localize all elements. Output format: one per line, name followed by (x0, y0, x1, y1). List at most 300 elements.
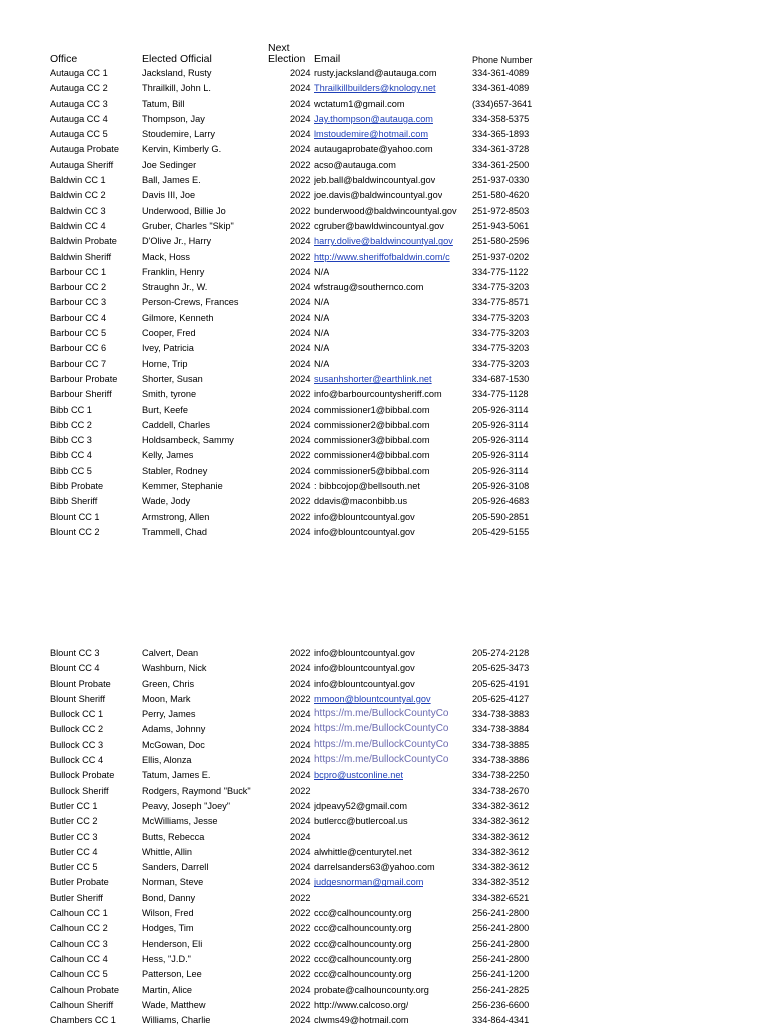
election-year-cell: 2024 (290, 435, 311, 446)
email-cell: jdpeavy52@gmail.com (314, 800, 408, 811)
official-cell: Wade, Jody (142, 496, 191, 507)
office-cell: Bibb Probate (50, 481, 104, 492)
email-cell: commissioner2@bibbal.com (314, 419, 430, 430)
table-row (0, 326, 768, 341)
table-row (0, 875, 768, 890)
official-cell: Burt, Keefe (142, 404, 188, 415)
table-row (0, 158, 768, 173)
official-cell: Moon, Mark (142, 693, 191, 704)
email-cell[interactable]: bcpro@ustconline.net (314, 770, 404, 781)
phone-cell: 334-775-1122 (472, 266, 529, 277)
election-year-cell: 2022 (290, 969, 311, 980)
email-cell[interactable]: susanhshorter@earthlink.net (314, 373, 432, 384)
office-cell: Bibb CC 4 (50, 450, 92, 461)
table-row (0, 830, 768, 845)
office-cell: Calhoun Probate (50, 984, 119, 995)
election-year-cell: 2024 (290, 709, 311, 720)
email-cell: N/A (314, 266, 330, 277)
official-cell: Stoudemire, Larry (142, 129, 216, 140)
phone-cell: 334-358-5375 (472, 113, 530, 124)
election-year-cell: 2022 (290, 190, 311, 201)
table-row (0, 433, 768, 448)
phone-cell: 334-365-1893 (472, 129, 530, 140)
email-cell: http://www.calcoso.org/ (314, 999, 409, 1010)
table-row (0, 127, 768, 142)
email-cell: N/A (314, 328, 330, 339)
office-cell: Autauga Sheriff (50, 159, 114, 170)
email-cell: ccc@calhouncounty.org (314, 908, 412, 919)
table-row (0, 799, 768, 814)
office-cell: Bullock Probate (50, 770, 115, 781)
phone-cell: 205-274-2128 (472, 648, 530, 658)
table-row (0, 494, 768, 509)
office-cell: Bullock CC 3 (50, 739, 104, 750)
phone-cell: 334-738-3884 (472, 724, 530, 735)
election-year-cell: 2022 (290, 205, 311, 216)
election-year-cell: 2024 (290, 526, 311, 537)
office-cell: Blount CC 2 (50, 526, 100, 537)
office-cell: Autauga CC 5 (50, 129, 108, 140)
office-cell: Baldwin Probate (50, 236, 117, 247)
office-cell: Barbour CC 6 (50, 343, 107, 354)
phone-cell: 205-926-3108 (472, 481, 530, 492)
election-year-cell: 2022 (290, 648, 311, 658)
email-cell: wctatum1@gmail.com (314, 98, 405, 109)
officials-table-top (0, 66, 768, 540)
phone-cell: 334-775-3203 (472, 312, 530, 323)
table-row (0, 112, 768, 127)
official-cell: McWilliams, Jesse (142, 816, 218, 827)
office-cell: Butler CC 3 (50, 831, 98, 842)
phone-cell: 256-241-2800 (472, 908, 530, 919)
email-cell[interactable]: mmoon@blountcountyal.gov (314, 693, 431, 704)
election-year-cell: 2024 (290, 739, 311, 750)
phone-cell: 334-738-2250 (472, 770, 530, 781)
official-cell: Wilson, Fred (142, 908, 194, 919)
table-row (0, 418, 768, 433)
table-row (0, 768, 768, 783)
table-row (0, 357, 768, 372)
table-row (0, 814, 768, 829)
email-cell: butlercc@butlercoal.us (314, 816, 408, 827)
table-row (0, 1013, 768, 1028)
election-year-cell: 2022 (290, 450, 311, 461)
email-cell[interactable]: Jay.thompson@autauga.com (314, 113, 433, 124)
office-cell: Bullock CC 2 (50, 724, 104, 735)
office-cell: Barbour Probate (50, 373, 118, 384)
official-cell: Horne, Trip (142, 358, 188, 369)
election-year-cell: 2022 (290, 251, 311, 262)
official-cell: Holdsambeck, Sammy (142, 435, 234, 446)
phone-cell: 256-241-2825 (472, 984, 530, 995)
email-cell: info@blountcountyal.gov (314, 648, 415, 658)
official-cell: Kelly, James (142, 450, 194, 461)
phone-cell: 205-926-3114 (472, 465, 529, 476)
phone-cell: 251-580-2596 (472, 236, 530, 247)
official-cell: Sanders, Darrell (142, 862, 209, 873)
email-cell: autaugaprobate@yahoo.com (314, 144, 433, 155)
official-cell: Peavy, Joseph "Joey" (142, 800, 231, 811)
election-year-cell: 2024 (290, 862, 311, 873)
table-row (0, 448, 768, 463)
official-cell: Caddell, Charles (142, 419, 210, 430)
table-row (0, 311, 768, 326)
phone-cell: 251-937-0330 (472, 175, 530, 186)
election-year-cell: 2022 (290, 511, 311, 522)
official-cell: Washburn, Nick (142, 663, 207, 674)
email-cell: : bibbcojop@bellsouth.net (314, 481, 420, 492)
table-row (0, 646, 768, 661)
phone-cell: 334-775-8571 (472, 297, 530, 308)
official-cell: Tatum, James E. (142, 770, 211, 781)
phone-cell: 256-241-1200 (472, 969, 530, 980)
phone-cell: 334-738-3886 (472, 755, 530, 766)
email-cell[interactable]: http://www.sheriffofbaldwin.com/c (314, 251, 450, 262)
election-year-cell: 2024 (290, 312, 311, 323)
header-office: Office (50, 53, 78, 65)
official-cell: Jacksland, Rusty (142, 68, 212, 78)
table-row (0, 341, 768, 356)
official-cell: Gruber, Charles "Skip" (142, 220, 234, 231)
header-phone-number: Phone Number (472, 55, 533, 65)
email-cell[interactable]: lmstoudemire@hotmail.com (314, 129, 428, 140)
official-cell: Bond, Danny (142, 892, 196, 903)
office-cell: Butler CC 1 (50, 800, 98, 811)
office-cell: Barbour CC 1 (50, 266, 107, 277)
email-cell: bunderwood@baldwincountyal.gov (314, 205, 457, 216)
table-row (0, 204, 768, 219)
official-cell: Gilmore, Kenneth (142, 312, 214, 323)
phone-cell: 334-382-3512 (472, 877, 530, 888)
table-row (0, 66, 768, 81)
email-cell: N/A (314, 297, 330, 308)
email-cell: probate@calhouncounty.org (314, 984, 429, 995)
phone-cell: 334-382-3612 (472, 831, 530, 842)
office-cell: Bibb Sheriff (50, 496, 98, 507)
official-cell: Armstrong, Allen (142, 511, 210, 522)
office-cell: Butler CC 4 (50, 846, 98, 857)
office-cell: Butler Sheriff (50, 892, 103, 903)
email-cell: N/A (314, 312, 330, 323)
email-cell[interactable]: harry.dolive@baldwincountyal.gov (314, 236, 453, 247)
phone-cell: 251-580-4620 (472, 190, 530, 201)
table-row (0, 97, 768, 112)
office-cell: Autauga CC 4 (50, 113, 108, 124)
email-cell: darrelsanders63@yahoo.com (314, 862, 435, 873)
election-year-cell: 2024 (290, 678, 311, 689)
phone-cell: 251-937-0202 (472, 251, 530, 262)
email-cell: cgruber@bawldwincountyal.gov (314, 220, 444, 231)
official-cell: Tatum, Bill (142, 98, 185, 109)
official-cell: Ellis, Alonza (142, 755, 192, 766)
office-cell: Calhoun CC 3 (50, 938, 108, 949)
table-row (0, 845, 768, 860)
office-cell: Calhoun CC 1 (50, 908, 108, 919)
phone-cell: 334-864-4341 (472, 1015, 530, 1026)
phone-cell: 334-361-4089 (472, 83, 530, 94)
email-cell: joe.davis@baldwincountyal.gov (314, 190, 443, 201)
office-cell: Barbour CC 3 (50, 297, 107, 308)
office-cell: Blount CC 3 (50, 648, 100, 658)
official-cell: D'Olive Jr., Harry (142, 236, 212, 247)
email-cell: N/A (314, 358, 330, 369)
phone-cell: 256-241-2800 (472, 938, 530, 949)
official-cell: Thompson, Jay (142, 113, 205, 124)
table-row (0, 464, 768, 479)
email-cell: info@blountcountyal.gov (314, 678, 415, 689)
office-cell: Blount CC 1 (50, 511, 100, 522)
phone-cell: 334-382-3612 (472, 800, 530, 811)
header-next: Next (268, 42, 290, 54)
election-year-cell: 2024 (290, 98, 311, 109)
official-cell: Smith, tyrone (142, 389, 197, 400)
table-row (0, 921, 768, 936)
election-year-cell: 2022 (290, 785, 311, 796)
election-year-cell: 2024 (290, 877, 311, 888)
phone-cell: 334-382-3612 (472, 816, 530, 827)
official-cell: Butts, Rebecca (142, 831, 205, 842)
phone-cell: 334-382-3612 (472, 846, 530, 857)
table-row (0, 891, 768, 906)
email-cell: alwhittle@centurytel.net (314, 846, 412, 857)
official-cell: Hodges, Tim (142, 923, 194, 934)
table-row (0, 234, 768, 249)
office-cell: Butler CC 5 (50, 862, 98, 873)
official-cell: Kervin, Kimberly G. (142, 144, 222, 155)
phone-cell: 205-926-4683 (472, 496, 530, 507)
office-cell: Autauga CC 3 (50, 98, 108, 109)
election-year-cell: 2024 (290, 755, 311, 766)
office-cell: Barbour CC 5 (50, 328, 107, 339)
phone-cell: 205-625-4127 (472, 693, 530, 704)
election-year-cell: 2022 (290, 892, 311, 903)
election-year-cell: 2022 (290, 908, 311, 919)
office-cell: Calhoun Sheriff (50, 999, 114, 1010)
table-row (0, 998, 768, 1013)
office-cell: Bibb CC 5 (50, 465, 92, 476)
office-cell: Bibb CC 2 (50, 419, 92, 430)
office-cell: Autauga CC 1 (50, 68, 108, 78)
official-cell: Straughn Jr., W. (142, 282, 208, 293)
election-year-cell: 2024 (290, 800, 311, 811)
phone-cell: 205-926-3114 (472, 435, 529, 446)
phone-cell: 334-775-3203 (472, 282, 530, 293)
official-cell: Perry, James (142, 709, 196, 720)
table-row (0, 707, 768, 722)
office-cell: Baldwin CC 2 (50, 190, 106, 201)
email-cell: ddavis@maconbibb.us (314, 496, 408, 507)
phone-cell: 334-361-4089 (472, 68, 530, 78)
official-cell: Underwood, Billie Jo (142, 205, 226, 216)
office-cell: Calhoun CC 2 (50, 923, 108, 934)
office-cell: Calhoun CC 4 (50, 953, 108, 964)
official-cell: McGowan, Doc (142, 739, 205, 750)
official-cell: Franklin, Henry (142, 266, 205, 277)
office-cell: Blount CC 4 (50, 663, 100, 674)
table-row (0, 188, 768, 203)
table-row (0, 479, 768, 494)
phone-cell: 334-738-3885 (472, 739, 530, 750)
header-elected-official: Elected Official (142, 53, 212, 65)
official-cell: Rodgers, Raymond "Buck" (142, 785, 251, 796)
email-cell: commissioner3@bibbal.com (314, 435, 430, 446)
email-cell: rusty.jacksland@autauga.com (314, 68, 437, 78)
phone-cell: 334-687-1530 (472, 373, 530, 384)
office-cell: Autauga CC 2 (50, 83, 108, 94)
email-cell: clwms49@hotmail.com (314, 1015, 409, 1026)
office-cell: Blount Sheriff (50, 693, 105, 704)
phone-cell: 205-926-3114 (472, 404, 529, 415)
election-year-cell: 2024 (290, 663, 311, 674)
table-row (0, 265, 768, 280)
election-year-cell: 2024 (290, 297, 311, 308)
phone-cell: 251-943-5061 (472, 220, 530, 231)
table-row (0, 677, 768, 692)
official-cell: Ivey, Patricia (142, 343, 194, 354)
official-cell: Hess, "J.D." (142, 953, 191, 964)
election-year-cell: 2024 (290, 770, 311, 781)
election-year-cell: 2024 (290, 481, 311, 492)
phone-cell: 205-926-3114 (472, 450, 529, 461)
email-cell[interactable]: judgesnorman@gmail.com (314, 877, 424, 888)
phone-cell: 205-625-4191 (472, 678, 530, 689)
office-cell: Butler CC 2 (50, 816, 98, 827)
election-year-cell: 2024 (290, 373, 311, 384)
official-cell: Whittle, Allin (142, 846, 193, 857)
official-cell: Thrailkill, John L. (142, 83, 211, 94)
email-cell: commissioner4@bibbal.com (314, 450, 430, 461)
email-cell: commissioner1@bibbal.com (314, 404, 430, 415)
phone-cell: 334-775-3203 (472, 343, 530, 354)
official-cell: Shorter, Susan (142, 373, 203, 384)
office-cell: Baldwin CC 1 (50, 175, 106, 186)
table-row (0, 784, 768, 799)
email-cell: ccc@calhouncounty.org (314, 969, 412, 980)
table-row (0, 510, 768, 525)
office-cell: Baldwin Sheriff (50, 251, 112, 262)
table-row (0, 967, 768, 982)
phone-cell: 205-926-3114 (472, 419, 529, 430)
email-cell: ccc@calhouncounty.org (314, 953, 412, 964)
email-cell: wfstraug@southernco.com (314, 282, 424, 293)
header-election: Election (268, 53, 306, 65)
official-cell: Patterson, Lee (142, 969, 202, 980)
election-year-cell: 2024 (290, 1015, 311, 1026)
official-cell: Norman, Steve (142, 877, 204, 888)
email-cell: info@blountcountyal.gov (314, 526, 415, 537)
email-cell: jeb.ball@baldwincountyal.gov (314, 175, 436, 186)
email-cell: acso@autauga.com (314, 159, 396, 170)
election-year-cell: 2022 (290, 389, 311, 400)
official-cell: Green, Chris (142, 678, 195, 689)
table-row (0, 692, 768, 707)
official-cell: Henderson, Eli (142, 938, 203, 949)
email-cell[interactable]: Thrailkillbuilders@knology.net (314, 83, 436, 94)
table-row (0, 372, 768, 387)
phone-cell: 256-236-6600 (472, 999, 530, 1010)
election-year-cell: 2024 (290, 831, 311, 842)
phone-cell: 334-775-3203 (472, 358, 530, 369)
phone-cell: 334-775-3203 (472, 328, 530, 339)
office-cell: Bullock CC 1 (50, 709, 104, 720)
election-year-cell: 2022 (290, 693, 311, 704)
official-cell: Trammell, Chad (142, 526, 208, 537)
table-row (0, 860, 768, 875)
phone-cell: 334-382-6521 (472, 892, 530, 903)
office-cell: Calhoun CC 5 (50, 969, 108, 980)
office-cell: Butler Probate (50, 877, 109, 888)
office-cell: Bibb CC 1 (50, 404, 92, 415)
official-cell: Cooper, Fred (142, 328, 196, 339)
election-year-cell: 2022 (290, 175, 311, 186)
table-row (0, 387, 768, 402)
email-cell[interactable]: https://m.me/BullockCountyCo (314, 738, 449, 750)
table-row (0, 937, 768, 952)
table-row (0, 906, 768, 921)
email-cell: info@barbourcountysheriff.com (314, 389, 442, 400)
email-cell: info@blountcountyal.gov (314, 663, 415, 674)
phone-cell: 251-972-8503 (472, 205, 530, 216)
official-cell: Wade, Matthew (142, 999, 206, 1010)
email-cell[interactable]: https://m.me/BullockCountyCo (314, 754, 449, 766)
official-cell: Calvert, Dean (142, 648, 199, 658)
election-year-cell: 2024 (290, 236, 311, 247)
election-year-cell: 2024 (290, 343, 311, 354)
office-cell: Baldwin CC 3 (50, 205, 106, 216)
table-row (0, 983, 768, 998)
office-cell: Bullock CC 4 (50, 755, 104, 766)
email-cell: ccc@calhouncounty.org (314, 938, 412, 949)
election-year-cell: 2024 (290, 129, 311, 140)
table-row (0, 952, 768, 967)
election-year-cell: 2022 (290, 923, 311, 934)
office-cell: Blount Probate (50, 678, 111, 689)
email-cell[interactable]: https://m.me/BullockCountyCo (314, 708, 449, 720)
office-cell: Autauga Probate (50, 144, 119, 155)
official-cell: Williams, Charlie (142, 1015, 211, 1026)
email-cell: ccc@calhouncounty.org (314, 923, 412, 934)
phone-cell: 334-382-3612 (472, 862, 530, 873)
election-year-cell: 2022 (290, 999, 311, 1010)
phone-cell: (334)657-3641 (472, 98, 533, 109)
email-cell: commissioner5@bibbal.com (314, 465, 430, 476)
election-year-cell: 2024 (290, 68, 311, 78)
election-year-cell: 2024 (290, 113, 311, 124)
table-row (0, 295, 768, 310)
table-row (0, 722, 768, 737)
phone-cell: 334-775-1128 (472, 389, 529, 400)
election-year-cell: 2024 (290, 144, 311, 155)
official-cell: Stabler, Rodney (142, 465, 208, 476)
email-cell[interactable]: https://m.me/BullockCountyCo (314, 723, 449, 735)
election-year-cell: 2024 (290, 846, 311, 857)
official-cell: Person-Crews, Frances (142, 297, 239, 308)
table-row (0, 403, 768, 418)
office-cell: Bullock Sheriff (50, 785, 109, 796)
official-cell: Ball, James E. (142, 175, 201, 186)
phone-cell: 334-738-3883 (472, 709, 530, 720)
election-year-cell: 2024 (290, 419, 311, 430)
table-row (0, 250, 768, 265)
email-cell: N/A (314, 343, 330, 354)
email-cell: info@blountcountyal.gov (314, 511, 415, 522)
election-year-cell: 2024 (290, 328, 311, 339)
election-year-cell: 2022 (290, 953, 311, 964)
election-year-cell: 2022 (290, 938, 311, 949)
table-row (0, 219, 768, 234)
office-cell: Baldwin CC 4 (50, 220, 106, 231)
official-cell: Adams, Johnny (142, 724, 206, 735)
